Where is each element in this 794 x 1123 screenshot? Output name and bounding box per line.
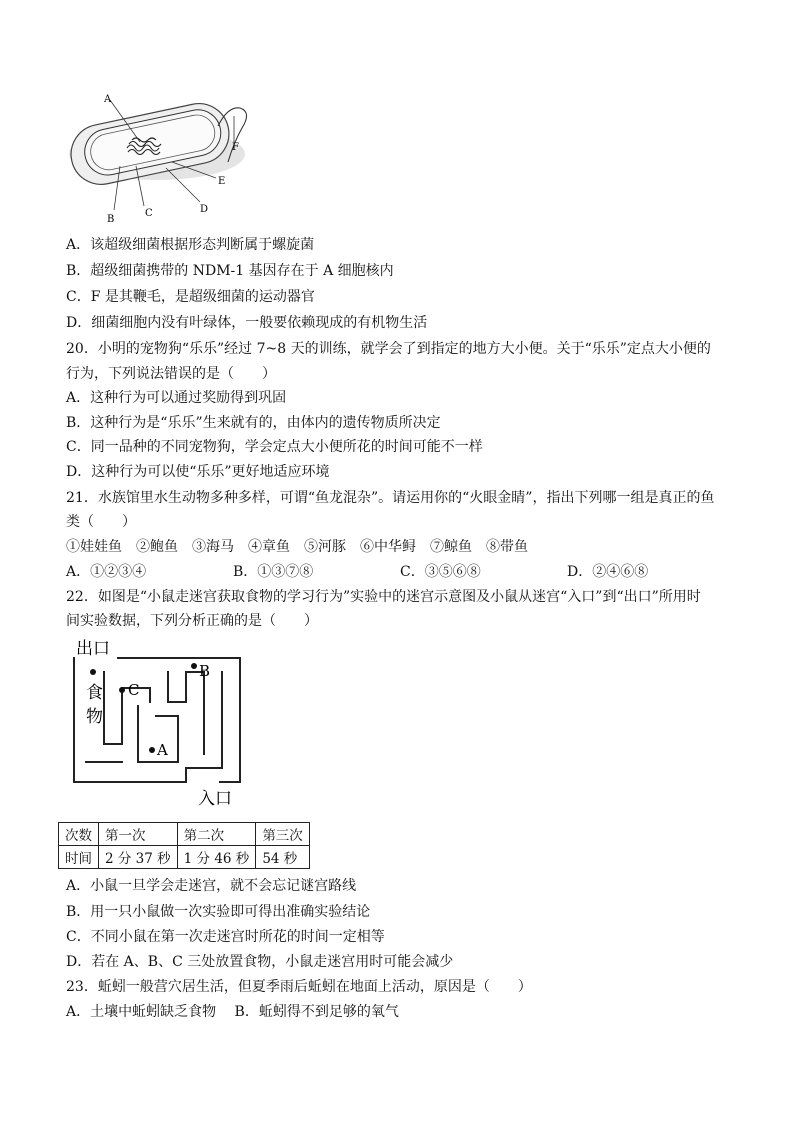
table-cell: 1 分 46 秒	[177, 846, 256, 869]
table-cell: 54 秒	[256, 846, 310, 869]
label-f: F	[232, 142, 239, 153]
label-a: A	[104, 94, 112, 105]
maze-food-label-2: 物	[86, 707, 103, 727]
q22-option-b: B．用一只小鼠做一次实验即可得出准确实验结论	[66, 904, 371, 920]
label-c: C	[145, 208, 153, 219]
q21-option-c: C．③⑤⑥⑧	[400, 564, 481, 580]
bacteria-figure	[62, 86, 272, 236]
q19-option-c: C．F 是其鞭毛，是超级细菌的运动器官	[66, 289, 315, 305]
q22-option-c: C．不同小鼠在第一次走迷宫时所花的时间一定相等	[66, 929, 385, 945]
q20-stem-line2: 行为，下列说法错误的是（ ）	[66, 366, 276, 382]
maze-entrance-label: 入口	[198, 789, 232, 809]
q23-stem: 23．蚯蚓一般营穴居生活，但夏季雨后蚯蚓在地面上活动，原因是（ ）	[66, 979, 532, 995]
q19-option-b: B．超级细菌携带的 NDM-1 基因存在于 A 细胞核内	[66, 263, 394, 279]
table-cell: 2 分 37 秒	[99, 846, 178, 869]
table-row	[59, 846, 310, 869]
q20-option-d: D．这种行为可以使“乐乐”更好地适应环境	[66, 464, 330, 480]
q21-option-a: A．①②③④	[66, 564, 147, 580]
table-cell: 第三次	[256, 823, 310, 846]
maze-point-b-label: B	[199, 662, 211, 680]
q22-stem-line2: 间实验数据，下列分析正确的是（ ）	[66, 613, 318, 629]
q19-option-a: A．该超级细菌根据形态判断属于螺旋菌	[66, 237, 315, 253]
q21-stem-line1: 21．水族馆里水生动物多种多样，可谓“鱼龙混杂”。请运用你的“火眼金睛”，指出下列哪一组是真正的鱼	[66, 490, 715, 506]
q22-option-d: D．若在 A、B、C 三处放置食物，小鼠走迷宫用时可能会减少	[66, 954, 454, 970]
maze-exit-label: 出口	[76, 639, 110, 659]
q21-option-d: D．②④⑥⑧	[567, 564, 649, 580]
point-b-dot	[191, 663, 197, 669]
q21-option-b: B．①③⑦⑧	[233, 564, 314, 580]
maze-point-a-label: A	[157, 741, 168, 759]
q21-items: ①娃娃鱼 ②鲍鱼 ③海马 ④章鱼 ⑤河豚 ⑥中华鲟 ⑦鲸鱼 ⑧带鱼	[66, 539, 528, 555]
label-b: B	[107, 214, 115, 225]
q22-option-a: A．小鼠一旦学会走迷宫，就不会忘记谜宫路线	[66, 878, 357, 894]
table-cell: 次数	[59, 823, 99, 846]
label-e: E	[218, 176, 226, 187]
q19-option-d: D．细菌细胞内没有叶绿体，一般要依赖现成的有机物生活	[66, 315, 428, 331]
label-d: D	[200, 204, 209, 215]
q20-option-b: B．这种行为是“乐乐”生来就有的，由体内的遗传物质所决定	[66, 415, 441, 431]
q20-option-a: A．这种行为可以通过奖励得到巩固	[66, 390, 287, 406]
q20-option-c: C．同一品种的不同宠物狗，学会定点大小便所花的时间可能不一样	[66, 439, 483, 455]
point-c-dot	[119, 687, 125, 693]
q21-stem-line2: 类（ ）	[66, 514, 136, 530]
table-cell: 第二次	[177, 823, 256, 846]
q20-stem-line1: 20．小明的宠物狗“乐乐”经过 7~8 天的训练，就学会了到指定的地方大小便。关于“乐乐”定点大小便的	[66, 341, 711, 357]
maze-time-table	[58, 822, 310, 869]
maze-food-label-1: 食	[86, 683, 103, 703]
table-cell: 第一次	[99, 823, 178, 846]
point-a-dot	[149, 747, 155, 753]
table-cell: 时间	[59, 846, 99, 869]
maze-figure	[60, 636, 250, 814]
q23-options: A．土壤中蚯蚓缺乏食物 B．蚯蚓得不到足够的氧气	[66, 1004, 399, 1020]
q22-stem-line1: 22．如图是“小鼠走迷宫获取食物的学习行为”实验中的迷宫示意图及小鼠从迷宫“入口”到“出口”所用时	[66, 589, 701, 605]
maze-point-c-label: C	[128, 681, 140, 699]
food-point	[90, 669, 96, 675]
table-header-row	[59, 823, 310, 846]
